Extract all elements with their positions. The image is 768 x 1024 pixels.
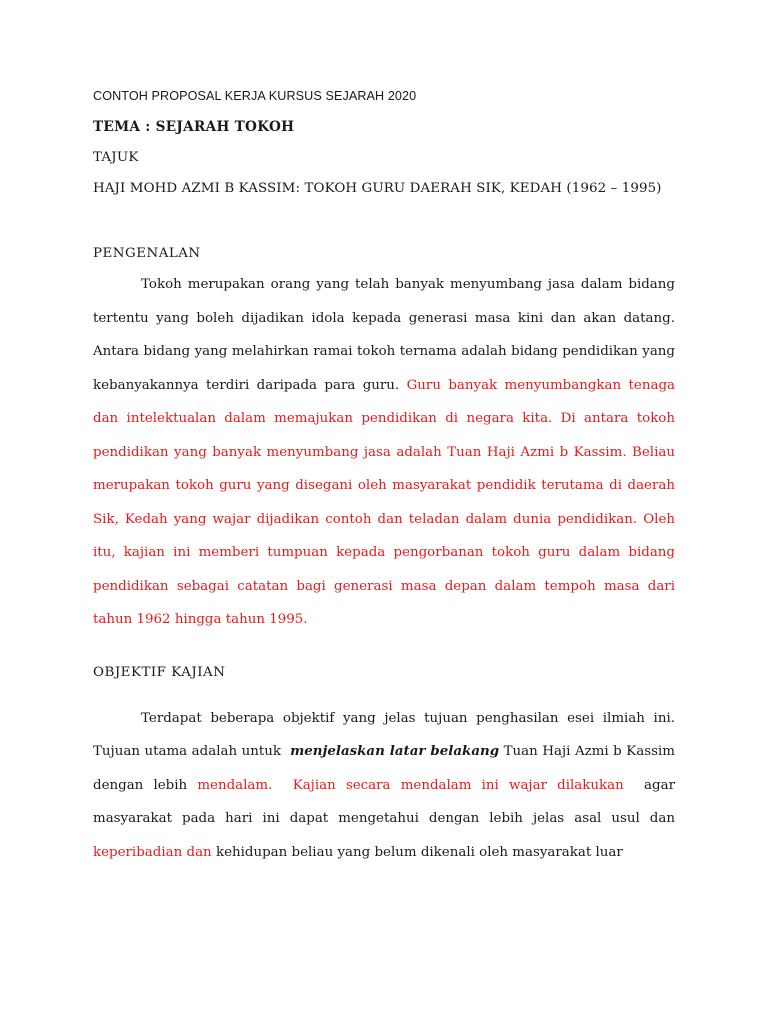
document-body xyxy=(93,86,675,869)
objektif-text-red-3: keperibadian dan xyxy=(93,844,212,860)
objektif-text-1: Terdapat beberapa objektif yang jelas tujuan penghasilan esei ilmiah ini. Tujuan utama adalah untuk xyxy=(93,710,675,759)
pengenalan-text-red: Guru banyak menyumbangkan tenaga dan intelektualan dalam memajukan pendidikan di negara kita. Di antara tokoh pendidikan yang banyak menyumbang jasa adalah Tuan Haji Azmi b Kassim. Beliau merupakan tokoh guru yang disegani oleh masyarakat pendidik terutama di daerah Sik, Kedah yang wajar dijadikan contoh dan teladan dalam dunia pendidikan. Oleh itu, kajian ini memberi tumpuan kepada pengorbanan tokoh guru dalam bidang pendidikan sebagai catatan bagi generasi masa depan dalam tempoh masa dari tahun 1962 hingga tahun 1995. xyxy=(93,377,675,627)
document-header-line: CONTOH PROPOSAL KERJA KURSUS SEJARAH 2020 xyxy=(93,89,417,103)
objektif-paragraph xyxy=(93,702,675,870)
objektif-text-4: kehidupan beliau yang belum dikenali oleh masyarakat luar xyxy=(215,844,623,860)
section-title-pengenalan: PENGENALAN xyxy=(93,246,201,261)
pengenalan-paragraph xyxy=(93,268,675,637)
tajuk-title: HAJI MOHD AZMI B KASSIM: TOKOH GURU DAERAH SIK, KEDAH (1962 – 1995) xyxy=(93,181,662,196)
objektif-text-red-1: mendalam. xyxy=(197,777,273,793)
objektif-text-3: agar masyarakat pada hari ini dapat mengetahui dengan lebih jelas asal usul dan xyxy=(93,777,675,826)
objektif-text-2: Tuan Haji Azmi b Kassim dengan lebih xyxy=(93,744,675,793)
section-title-objektif: OBJEKTIF KAJIAN xyxy=(93,664,226,680)
theme-heading: TEMA : SEJARAH TOKOH xyxy=(93,119,295,135)
tajuk-label: TAJUK xyxy=(93,150,139,165)
pengenalan-text-black: Tokoh merupakan orang yang telah banyak menyumbang jasa dalam bidang tertentu yang boleh dijadikan idola kepada generasi masa kini dan akan datang. Antara bidang yang melahirkan ramai tokoh ternama adalah bidang pendidikan yang kebanyakannya terdiri daripada para guru. xyxy=(93,277,675,393)
objektif-emphasis: menjelaskan latar belakang xyxy=(290,743,500,759)
objektif-text-red-2: Kajian secara mendalam ini wajar dilakukan xyxy=(292,777,624,793)
